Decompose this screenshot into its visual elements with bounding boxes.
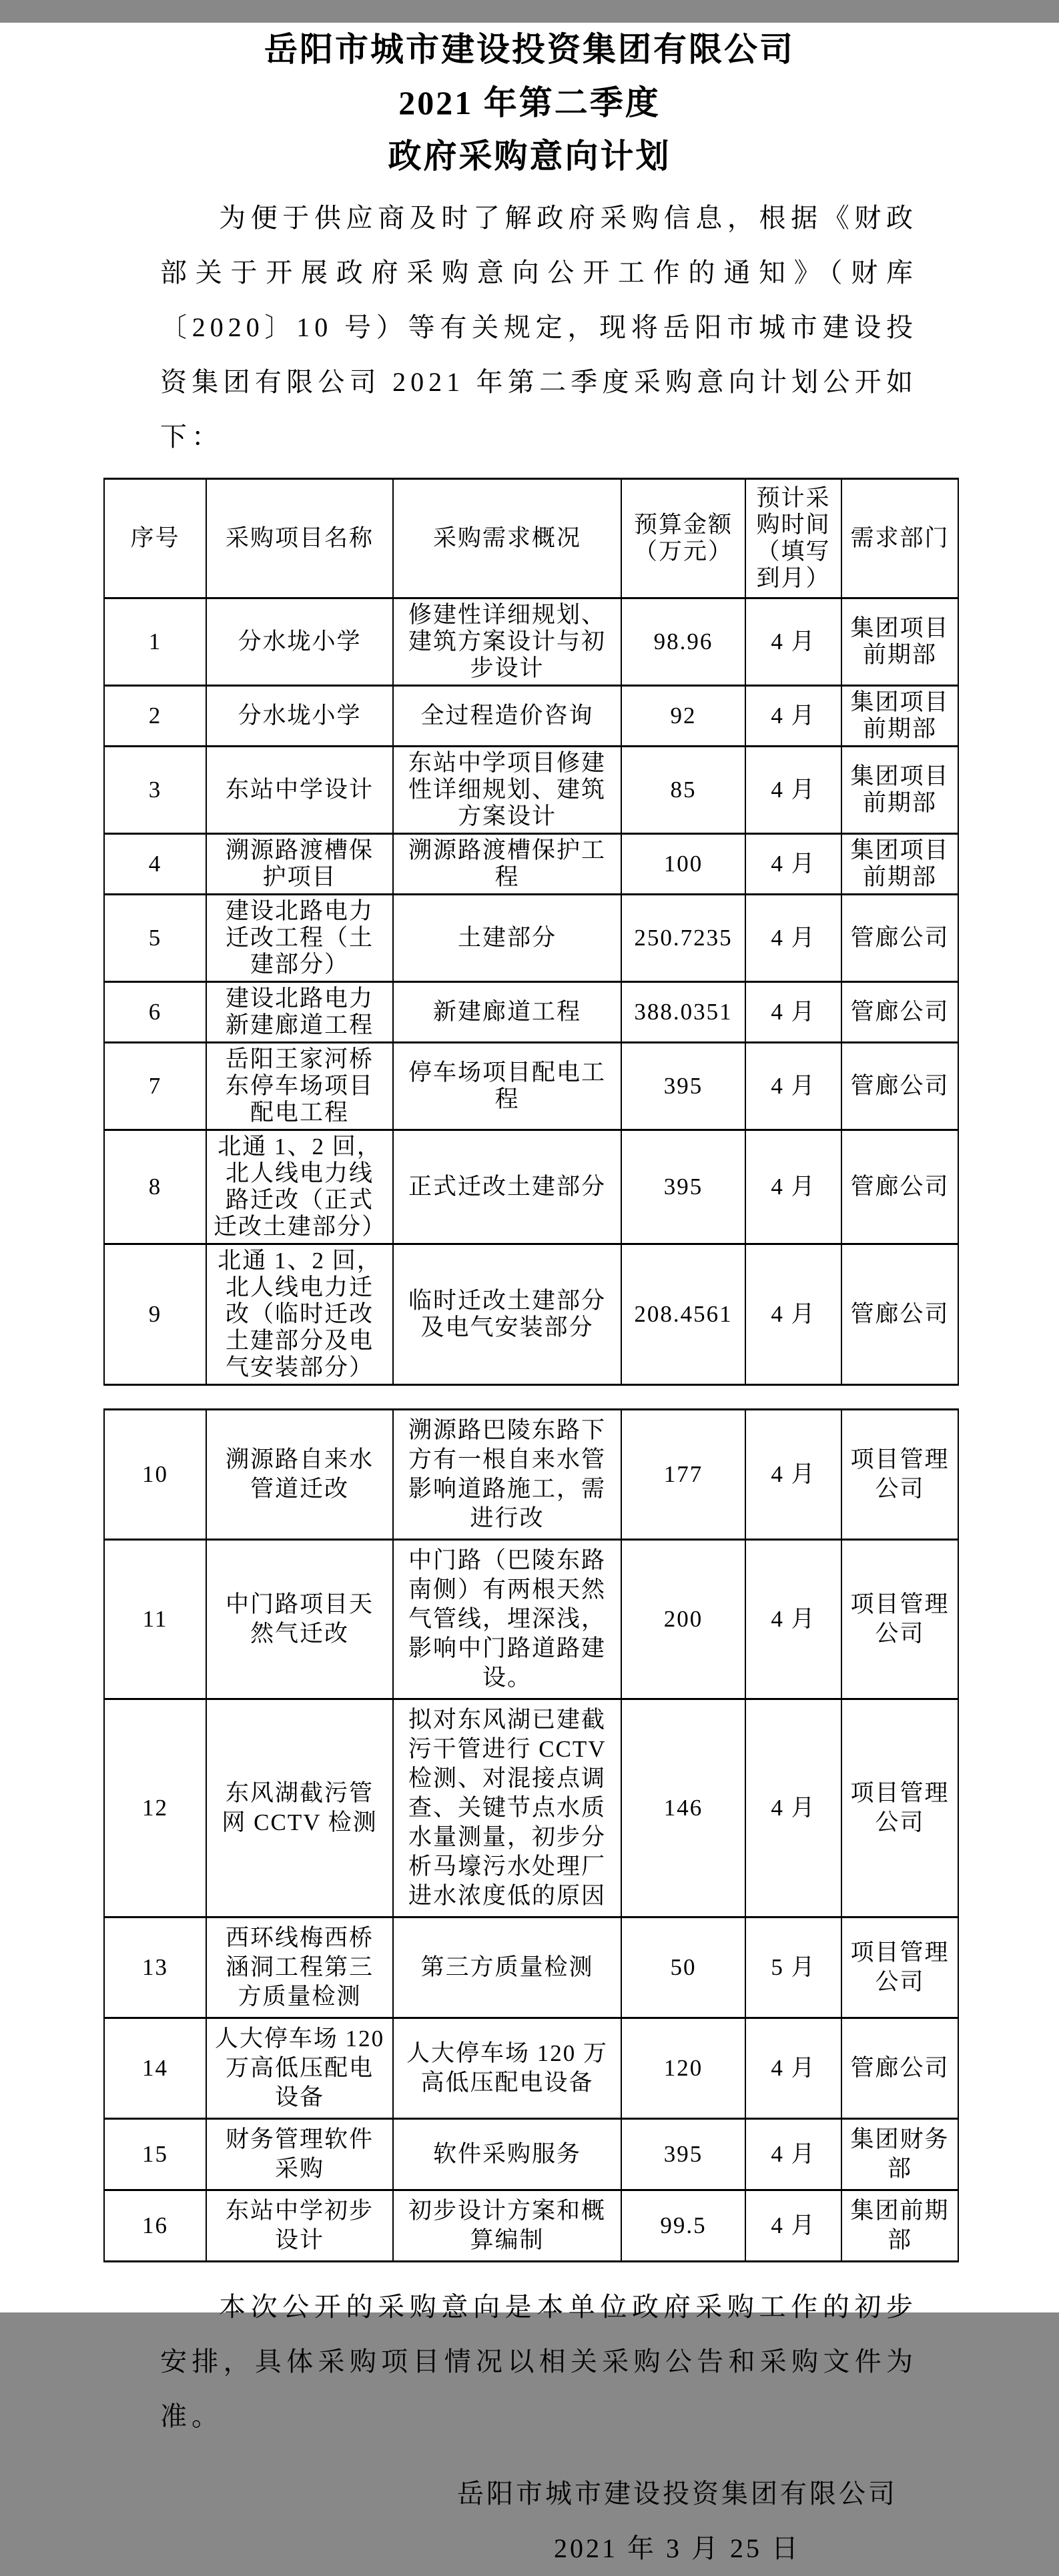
title-line-company: 岳阳市城市建设投资集团有限公司 <box>264 31 795 68</box>
cell-month: 5 月 <box>745 1917 841 2018</box>
header-cell-no: 序号 <box>104 479 206 598</box>
cell-overview: 全过程造价咨询 <box>393 686 621 747</box>
table-row <box>104 2119 958 2190</box>
cell-budget: 388.0351 <box>621 982 745 1043</box>
table-row <box>104 1043 958 1130</box>
cell-overview: 新建廊道工程 <box>393 982 621 1043</box>
procurement-table-2 <box>103 1408 959 2262</box>
cell-no: 12 <box>104 1699 206 1917</box>
table-row <box>104 982 958 1043</box>
cell-overview: 停车场项目配电工程 <box>393 1043 621 1130</box>
cell-month: 4 月 <box>745 1540 841 1699</box>
cell-month: 4 月 <box>745 686 841 747</box>
cell-dept: 管廊公司 <box>841 895 958 982</box>
cell-overview: 软件采购服务 <box>393 2119 621 2190</box>
table-row <box>104 895 958 982</box>
cell-month: 4 月 <box>745 1244 841 1385</box>
cell-dept: 项目管理公司 <box>841 1410 958 1540</box>
cell-no: 14 <box>104 2018 206 2119</box>
cell-budget: 177 <box>621 1410 745 1540</box>
title-line-plan: 政府采购意向计划 <box>388 137 671 175</box>
cell-no: 11 <box>104 1540 206 1699</box>
header-cell-budget: 预算金额（万元） <box>621 479 745 598</box>
cell-overview: 修建性详细规划、建筑方案设计与初步设计 <box>393 598 621 686</box>
cell-no: 4 <box>104 834 206 895</box>
cell-name: 西环线梅西桥涵洞工程第三方质量检测 <box>206 1917 393 2018</box>
cell-dept: 集团项目前期部 <box>841 834 958 895</box>
cell-dept: 管廊公司 <box>841 1130 958 1244</box>
cell-name: 北通 1、2 回，北人线电力迁改（临时迁改土建部分及电气安装部分） <box>206 1244 393 1385</box>
cell-budget: 50 <box>621 1917 745 2018</box>
cell-name: 建设北路电力迁改工程（土建部分） <box>206 895 393 982</box>
cell-name: 分水垅小学 <box>206 686 393 747</box>
cell-no: 2 <box>104 686 206 747</box>
cell-overview: 中门路（巴陵东路南侧）有两根天然气管线，埋深浅，影响中门路道路建设。 <box>393 1540 621 1699</box>
table-2-body <box>104 1410 958 2262</box>
cell-dept: 管廊公司 <box>841 1244 958 1385</box>
title-line-quarter: 2021 年第二季度 <box>398 84 661 121</box>
table-row <box>104 598 958 686</box>
cell-dept: 管廊公司 <box>841 982 958 1043</box>
cell-budget: 146 <box>621 1699 745 1917</box>
table-row <box>104 2018 958 2119</box>
cell-no: 15 <box>104 2119 206 2190</box>
signature-date: 2021 年 3 月 25 日 <box>554 2533 801 2563</box>
cell-dept: 集团项目前期部 <box>841 598 958 686</box>
table-row <box>104 686 958 747</box>
cell-overview: 正式迁改土建部分 <box>393 1130 621 1244</box>
cell-name: 东站中学设计 <box>206 747 393 834</box>
closing-paragraph: 本次公开的采购意向是本单位政府采购工作的初步安排，具体采购项目情况以相关采购公告和采购文件为准。 <box>160 2292 918 2431</box>
cell-overview: 初步设计方案和概算编制 <box>393 2190 621 2262</box>
table-row <box>104 834 958 895</box>
table-1-header <box>104 479 958 598</box>
cell-budget: 200 <box>621 1540 745 1699</box>
cell-overview: 溯源路渡槽保护工程 <box>393 834 621 895</box>
cell-no: 16 <box>104 2190 206 2262</box>
header-cell-dept: 需求部门 <box>841 479 958 598</box>
cell-dept: 集团项目前期部 <box>841 686 958 747</box>
cell-month: 4 月 <box>745 895 841 982</box>
cell-month: 4 月 <box>745 1130 841 1244</box>
cell-no: 6 <box>104 982 206 1043</box>
cell-month: 4 月 <box>745 982 841 1043</box>
signature-block <box>440 2467 914 2576</box>
cell-name: 岳阳王家河桥东停车场项目配电工程 <box>206 1043 393 1130</box>
header-cell-month: 预计采购时间（填写到月） <box>745 479 841 598</box>
cell-name: 中门路项目天然气迁改 <box>206 1540 393 1699</box>
table-row <box>104 1410 958 1540</box>
signature-org: 岳阳市城市建设投资集团有限公司 <box>457 2479 898 2509</box>
cell-overview: 拟对东风湖已建截污干管进行 CCTV 检测、对混接点调查、关键节点水质水量测量，初步分析马壕污水处理厂进水浓度低的原因 <box>393 1699 621 1917</box>
table-row <box>104 1917 958 2018</box>
cell-name: 建设北路电力新建廊道工程 <box>206 982 393 1043</box>
document-title <box>0 23 1059 183</box>
cell-name: 北通 1、2 回，北人线电力线路迁改（正式迁改土建部分） <box>206 1130 393 1244</box>
cell-month: 4 月 <box>745 747 841 834</box>
cell-budget: 395 <box>621 1130 745 1244</box>
cell-month: 4 月 <box>745 1410 841 1540</box>
cell-budget: 98.96 <box>621 598 745 686</box>
cell-month: 4 月 <box>745 2119 841 2190</box>
cell-budget: 99.5 <box>621 2190 745 2262</box>
cell-no: 5 <box>104 895 206 982</box>
cell-name: 溯源路渡槽保护项目 <box>206 834 393 895</box>
cell-overview: 东站中学项目修建性详细规划、建筑方案设计 <box>393 747 621 834</box>
cell-month: 4 月 <box>745 598 841 686</box>
cell-budget: 120 <box>621 2018 745 2119</box>
cell-dept: 集团项目前期部 <box>841 747 958 834</box>
cell-no: 1 <box>104 598 206 686</box>
cell-no: 8 <box>104 1130 206 1244</box>
table-row <box>104 1699 958 1917</box>
cell-overview: 人大停车场 120 万高低压配电设备 <box>393 2018 621 2119</box>
cell-name: 人大停车场 120 万高低压配电设备 <box>206 2018 393 2119</box>
table-row <box>104 1540 958 1699</box>
cell-dept: 管廊公司 <box>841 2018 958 2119</box>
cell-overview: 临时迁改土建部分及电气安装部分 <box>393 1244 621 1385</box>
cell-overview: 溯源路巴陵东路下方有一根自来水管影响道路施工，需进行改 <box>393 1410 621 1540</box>
cell-name: 东站中学初步设计 <box>206 2190 393 2262</box>
cell-budget: 100 <box>621 834 745 895</box>
cell-budget: 85 <box>621 747 745 834</box>
cell-budget: 395 <box>621 2119 745 2190</box>
cell-budget: 395 <box>621 1043 745 1130</box>
cell-no: 7 <box>104 1043 206 1130</box>
cell-no: 3 <box>104 747 206 834</box>
cell-dept: 项目管理公司 <box>841 1917 958 2018</box>
cell-name: 分水垅小学 <box>206 598 393 686</box>
cell-overview: 第三方质量检测 <box>393 1917 621 2018</box>
table-row <box>104 747 958 834</box>
cell-no: 9 <box>104 1244 206 1385</box>
cell-month: 4 月 <box>745 1043 841 1130</box>
cell-month: 4 月 <box>745 1699 841 1917</box>
cell-budget: 208.4561 <box>621 1244 745 1385</box>
cell-dept: 集团财务部 <box>841 2119 958 2190</box>
cell-month: 4 月 <box>745 834 841 895</box>
cell-no: 10 <box>104 1410 206 1540</box>
procurement-table-1 <box>103 478 959 1386</box>
header-cell-name: 采购项目名称 <box>206 479 393 598</box>
intro-paragraph: 为便于供应商及时了解政府采购信息，根据《财政部关于开展政府采购意向公开工作的通知》（财库〔2020〕10 号）等有关规定，现将岳阳市城市建设投资集团有限公司 2021 年第二季度采购意向计划公开如下： <box>160 203 918 452</box>
cell-overview: 土建部分 <box>393 895 621 982</box>
cell-dept: 集团前期部 <box>841 2190 958 2262</box>
cell-name: 溯源路自来水管道迁改 <box>206 1410 393 1540</box>
table-1-body <box>104 598 958 1385</box>
header-cell-overview: 采购需求概况 <box>393 479 621 598</box>
cell-month: 4 月 <box>745 2018 841 2119</box>
cell-name: 东风湖截污管网 CCTV 检测 <box>206 1699 393 1917</box>
cell-month: 4 月 <box>745 2190 841 2262</box>
table-row <box>104 1244 958 1385</box>
cell-budget: 250.7235 <box>621 895 745 982</box>
cell-no: 13 <box>104 1917 206 2018</box>
document-page <box>0 23 1059 2563</box>
table-row <box>104 2190 958 2262</box>
table-header-row <box>104 479 958 598</box>
cell-dept: 项目管理公司 <box>841 1699 958 1917</box>
cell-budget: 92 <box>621 686 745 747</box>
cell-dept: 项目管理公司 <box>841 1540 958 1699</box>
table-row <box>104 1130 958 1244</box>
cell-dept: 管廊公司 <box>841 1043 958 1130</box>
cell-name: 财务管理软件采购 <box>206 2119 393 2190</box>
